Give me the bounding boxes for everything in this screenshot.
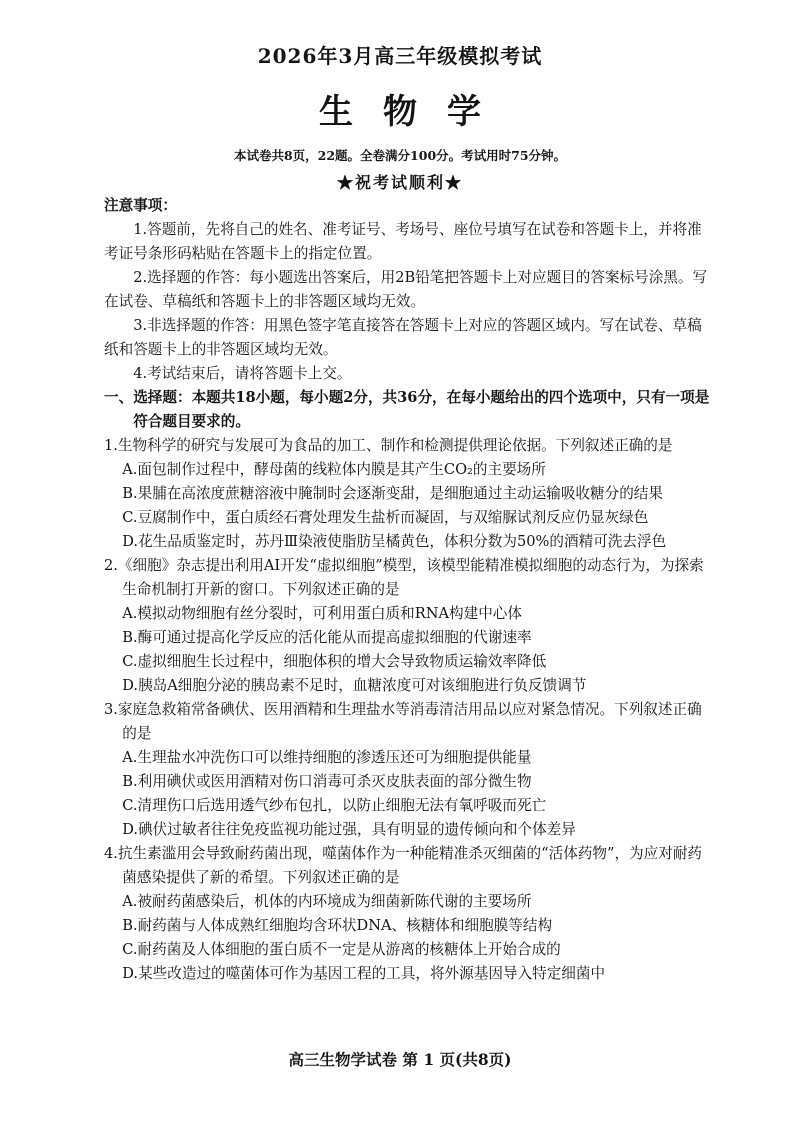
option-a: A.生理盐水冲洗伤口可以维持细胞的渗透压还可为细胞提供能量 xyxy=(122,749,532,766)
question-4 xyxy=(104,842,716,986)
exam-title: 2026年3月高三年级模拟考试 xyxy=(257,44,543,68)
notice-item: 2.选择题的作答：每小题选出答案后，用2B铅笔把答题卡上对应题目的答案标号涂黑。写在试卷、草稿纸和答题卡上的非答题区域均无效。 xyxy=(104,269,708,310)
option-a: A.面包制作过程中，酵母菌的线粒体内膜是其产生CO₂的主要场所 xyxy=(122,461,546,478)
question-1 xyxy=(104,434,716,554)
question-2 xyxy=(104,554,716,698)
question-stem: 1.生物科学的研究与发展可为食品的加工、制作和检测提供理论依据。下列叙述正确的是 xyxy=(104,437,673,454)
question-3 xyxy=(104,698,716,842)
option-d: D.某些改造过的噬菌体可作为基因工程的工具，将外源基因导入特定细菌中 xyxy=(122,965,606,982)
exam-body xyxy=(104,194,716,986)
notice-item: 1.答题前，先将自己的姓名、准考证号、考场号、座位号填写在试卷和答题卡上，并将准考证号条形码粘贴在答题卡上的指定位置。 xyxy=(104,221,702,262)
option-c: C.虚拟细胞生长过程中，细胞体积的增大会导致物质运输效率降低 xyxy=(122,653,547,670)
option-d: D.碘伏过敏者往往免疫监视功能过强，具有明显的遗传倾向和个体差异 xyxy=(122,821,576,838)
option-c: C.清理伤口后选用透气纱布包扎，以防止细胞无法有氧呼吸而死亡 xyxy=(122,797,547,814)
option-c: C.耐药菌及人体细胞的蛋白质不一定是从游离的核糖体上开始合成的 xyxy=(122,941,561,958)
notice-heading: 注意事项： xyxy=(104,197,177,214)
question-stem: 4.抗生素滥用会导致耐药菌出现，噬菌体作为一种能精准杀灭细菌的“活体药物”，为应对耐药菌感染提供了新的希望。下列叙述正确的是 xyxy=(104,845,703,886)
option-b: B.耐药菌与人体成熟红细胞均含环状DNA、核糖体和细胞膜等结构 xyxy=(122,917,553,934)
notice-item: 3.非选择题的作答：用黑色签字笔直接答在答题卡上对应的答题区域内。写在试卷、草稿纸和答题卡上的非答题区域均无效。 xyxy=(104,317,702,358)
question-stem: 2.《细胞》杂志提出利用AI开发“虚拟细胞”模型，该模型能精准模拟细胞的动态行为，为探索生命机制打开新的窗口。下列叙述正确的是 xyxy=(104,557,704,598)
question-stem: 3.家庭急救箱常备碘伏、医用酒精和生理盐水等消毒清洁用品以应对紧急情况。下列叙述正确的是 xyxy=(104,701,702,742)
good-luck-banner: ★祝考试顺利★ xyxy=(336,173,463,192)
option-a: A.模拟动物细胞有丝分裂时，可利用蛋白质和RNA构建中心体 xyxy=(122,605,522,622)
page-footer: 高三生物学试卷 第 1 页(共8页) xyxy=(288,1050,512,1069)
option-c: C.豆腐制作中，蛋白质经石膏处理发生盐析而凝固，与双缩脲试剂反应仍显灰绿色 xyxy=(122,509,649,526)
exam-info: 本试卷共8页，22题。全卷满分100分。考试用时75分钟。 xyxy=(233,148,567,163)
option-b: B.酶可通过提高化学反应的活化能从而提高虚拟细胞的代谢速率 xyxy=(122,629,532,646)
option-b: B.利用碘伏或医用酒精对伤口消毒可杀灭皮肤表面的部分微生物 xyxy=(122,773,532,790)
section-heading: 一、选择题：本题共18小题，每小题2分，共36分，在每小题给出的四个选项中，只有一项是符合题目要求的。 xyxy=(104,389,710,430)
option-b: B.果脯在高浓度蔗糖溶液中腌制时会逐渐变甜，是细胞通过主动运输吸收糖分的结果 xyxy=(122,485,663,502)
subject-title: 生物学 xyxy=(319,92,511,132)
notice-item: 4.考试结束后，请将答题卡上交。 xyxy=(133,365,352,382)
option-a: A.被耐药菌感染后，机体的内环境成为细菌新陈代谢的主要场所 xyxy=(122,893,532,910)
option-d: D.花生品质鉴定时，苏丹Ⅲ染液使脂肪呈橘黄色，体积分数为50%的酒精可洗去浮色 xyxy=(122,533,667,550)
option-d: D.胰岛A细胞分泌的胰岛素不足时，血糖浓度可对该细胞进行负反馈调节 xyxy=(122,677,587,694)
